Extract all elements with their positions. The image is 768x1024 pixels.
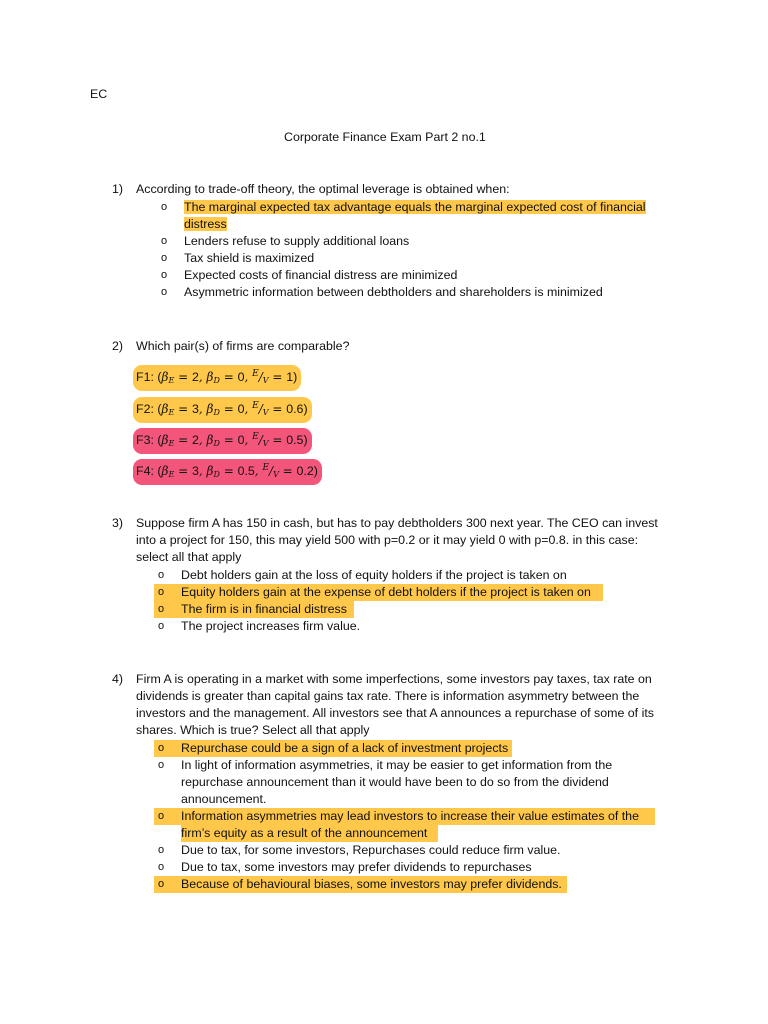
document-title: Corporate Finance Exam Part 2 no.1 (284, 130, 486, 144)
firm-row (133, 365, 301, 391)
beta-equity: 2 (191, 370, 199, 384)
firm-label: F3: (136, 433, 154, 447)
question-number: 1) (112, 182, 124, 196)
firm-label: F1: (136, 370, 154, 384)
bullet-icon: o (161, 286, 168, 298)
question-line: Firm A is operating in a market with some imperfections, some investors pay taxes, tax rate on (136, 672, 652, 686)
equity-value-ratio: 0.2 (296, 464, 314, 478)
option-text: Tax shield is maximized (184, 251, 315, 265)
paren: ) (293, 370, 298, 384)
option-text (181, 757, 612, 808)
bullet-icon: o (158, 844, 165, 856)
option-text: Debt holders gain at the loss of equity holders if the project is taken on (181, 568, 567, 582)
option-line: distress (184, 217, 227, 231)
paren: ) (313, 464, 318, 478)
option-line: repurchase announcement than it would have been to do so from the dividend (181, 775, 609, 789)
beta-debt: 0 (237, 402, 245, 416)
option-continuation (181, 825, 438, 842)
option-text (184, 199, 646, 233)
question-text: According to trade-off theory, the optimal leverage is obtained when: (136, 182, 510, 196)
option-text: Repurchase could be a sign of a lack of investment projects (181, 741, 509, 755)
firm-label: F4: (136, 464, 154, 478)
paren: ) (303, 433, 308, 447)
bullet-icon: o (161, 269, 168, 281)
option-line: announcement. (181, 792, 267, 806)
bullet-icon: o (158, 603, 165, 615)
paren: ) (303, 402, 308, 416)
option-text: Lenders refuse to supply additional loans (184, 234, 410, 248)
option-text: Due to tax, for some investors, Repurchases could reduce firm value. (181, 843, 561, 857)
question-number: 2) (112, 339, 124, 353)
beta-debt: 0.5 (237, 464, 255, 478)
list-item (154, 876, 567, 893)
option-line: The marginal expected tax advantage equals the marginal expected cost of financial (184, 200, 646, 214)
list-item (154, 740, 512, 757)
question-line: dividends is greater than capital gains tax rate. There is information asymmetry between the (136, 689, 640, 703)
beta-equity: 3 (191, 464, 199, 478)
firm-formula (133, 397, 312, 423)
paren: ( (157, 433, 162, 447)
firm-params: ($\beta_E = 3$, $\beta_D = 0$, $^E/_V = 0.6$) (157, 401, 308, 417)
question-text: Which pair(s) of firms are comparable? (136, 339, 350, 353)
paren: ( (157, 402, 162, 416)
equity-value-ratio: 1 (286, 370, 294, 384)
option-text: Expected costs of financial distress are minimized (184, 268, 458, 282)
option-text: The project increases firm value. (181, 619, 361, 633)
bullet-icon: o (158, 878, 165, 890)
list-item (154, 808, 655, 825)
list-item (154, 601, 354, 618)
bullet-icon: o (161, 235, 168, 247)
option-text: The firm is in financial distress (181, 602, 347, 616)
beta-debt: 0 (237, 370, 245, 384)
header-initials: EC (90, 87, 108, 101)
firm-params: ($\beta_E = 2$, $\beta_D = 0$, $^E/_V = 0.5$) (157, 432, 308, 448)
firm-formula (133, 459, 322, 485)
beta-equity: 2 (191, 433, 199, 447)
bullet-icon: o (158, 586, 165, 598)
question-line: Suppose firm A has 150 in cash, but has to pay debtholders 300 next year. The CEO can invest (136, 516, 658, 530)
question-text (136, 515, 666, 566)
option-line: firm’s equity as a result of the announcement (181, 826, 428, 840)
bullet-icon: o (161, 201, 168, 213)
bullet-icon: o (158, 861, 165, 873)
firm-formula (133, 428, 312, 454)
question-line: select all that apply (136, 550, 242, 564)
equity-value-ratio: 0.6 (286, 402, 304, 416)
bullet-icon: o (161, 252, 168, 264)
paren: ( (157, 370, 162, 384)
bullet-icon: o (158, 742, 165, 754)
option-line: Information asymmetries may lead investors to increase their value estimates of the (181, 809, 639, 823)
list-item (154, 584, 603, 601)
firm-params: ($\beta_E = 2$, $\beta_D = 0$, $^E/_V = 1$) (157, 369, 298, 385)
option-text: Due to tax, some investors may prefer dividends to repurchases (181, 860, 532, 874)
paren: ( (157, 464, 162, 478)
option-text: Equity holders gain at the expense of debt holders if the project is taken on (181, 585, 591, 599)
option-text: Because of behavioural biases, some investors may prefer dividends. (181, 877, 562, 891)
bullet-icon: o (158, 810, 165, 822)
beta-debt: 0 (237, 433, 245, 447)
option-text: Asymmetric information between debtholders and shareholders is minimized (184, 285, 603, 299)
bullet-icon: o (158, 759, 165, 771)
equity-value-ratio: 0.5 (286, 433, 304, 447)
question-number: 4) (112, 672, 124, 686)
option-line: In light of information asymmetries, it may be easier to get information from the (181, 758, 613, 772)
question-line: into a project for 150, this may yield 500 with p=0.2 or it may yield 0 with p=0.8. in this case: (136, 533, 639, 547)
firm-formula (133, 365, 301, 391)
firm-params: ($\beta_E = 3$, $\beta_D = 0.5$, $^E/_V = 0.2$) (157, 463, 318, 479)
bullet-icon: o (158, 569, 165, 581)
firm-row (133, 459, 322, 485)
question-line: investors and the management. All investors see that A announces a repurchase of some of its (136, 706, 654, 720)
firm-row (133, 397, 312, 423)
question-text (136, 671, 666, 739)
question-line: shares. Which is true? Select all that apply (136, 723, 370, 737)
beta-equity: 3 (191, 402, 199, 416)
firm-row (133, 428, 312, 454)
bullet-icon: o (158, 620, 165, 632)
question-number: 3) (112, 516, 124, 530)
firm-label: F2: (136, 402, 154, 416)
